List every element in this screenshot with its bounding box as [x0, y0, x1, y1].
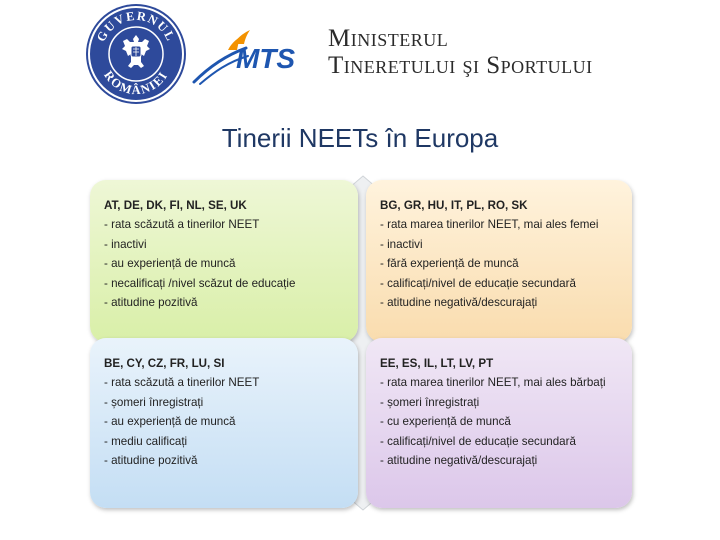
- list-item: - rata marea tinerilor NEET, mai ales femei: [380, 218, 599, 232]
- quadrant-top-right: [366, 180, 632, 342]
- list-item: - mediu calificați: [104, 434, 188, 448]
- ministry-name-line2: Tineretului şi Sportului: [328, 52, 593, 79]
- quadrant-heading: BG, GR, HU, IT, PL, RO, SK: [380, 199, 528, 212]
- mts-logo: [190, 26, 310, 86]
- list-item: - inactivi: [104, 237, 147, 251]
- list-item: - rata scăzută a tinerilor NEET: [104, 376, 260, 390]
- list-item: - au experiență de muncă: [104, 257, 236, 271]
- list-item: - necalificați /nivel scăzut de educație: [104, 276, 296, 290]
- list-item: - rata marea tinerilor NEET, mai ales bărbați: [380, 376, 606, 390]
- list-item: - șomeri înregistrați: [380, 395, 480, 409]
- seal-text-bottom: ROMÂNIEI: [101, 68, 171, 98]
- list-item: - atitudine pozitivă: [104, 296, 198, 310]
- mts-logo-text: MTS: [236, 43, 296, 74]
- list-item: - fără experiență de muncă: [380, 257, 519, 271]
- list-item: - atitudine negativă/descurajați: [380, 296, 538, 310]
- quadrant-heading: EE, ES, IL, LT, LV, PT: [380, 357, 494, 370]
- ministry-name-line1: Ministerul: [328, 25, 449, 52]
- list-item: - șomeri înregistrați: [104, 395, 204, 409]
- list-item: - au experiență de muncă: [104, 415, 236, 429]
- list-item: - atitudine negativă/descurajați: [380, 454, 538, 468]
- ministry-name: [328, 25, 593, 79]
- list-item: - cu experiență de muncă: [380, 415, 511, 429]
- list-item: - atitudine pozitivă: [104, 454, 198, 468]
- header: [0, 0, 720, 110]
- quadrant-heading: BE, CY, CZ, FR, LU, SI: [104, 357, 225, 370]
- list-item: - calificați/nivel de educație secundară: [380, 276, 576, 290]
- government-seal: [84, 2, 188, 106]
- page-title: Tinerii NEETs în Europa: [221, 123, 499, 153]
- neet-matrix: [88, 176, 636, 510]
- quadrant-top-left: [90, 180, 358, 342]
- list-item: - inactivi: [380, 237, 423, 251]
- quadrant-bottom-left: [90, 338, 358, 508]
- seal-text-top: GUVERNUL: [93, 8, 179, 44]
- quadrant-heading: AT, DE, DK, FI, NL, SE, UK: [104, 199, 247, 212]
- quadrant-bottom-right: [366, 338, 632, 508]
- list-item: - calificați/nivel de educație secundară: [380, 434, 576, 448]
- list-item: - rata scăzută a tinerilor NEET: [104, 218, 260, 232]
